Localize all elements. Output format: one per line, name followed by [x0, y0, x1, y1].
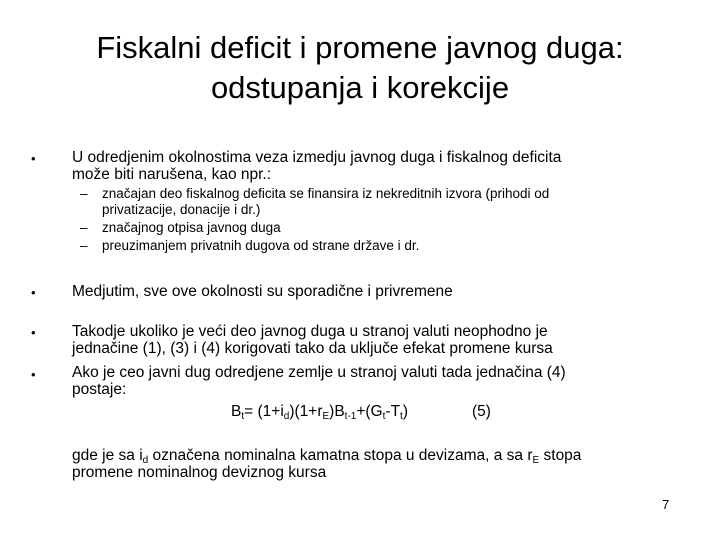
- slide-title-line-1: Fiskalni deficit i promene javnog duga:: [96, 30, 624, 65]
- slide-title-line-2: odstupanja i korekcije: [210, 70, 510, 105]
- bullet-3-line-1: Takodje ukoliko je veći deo javnog duga u stranoj valuti neophodno je: [72, 323, 548, 340]
- bullet-marker: •: [31, 151, 36, 166]
- sub-bullet-1-line-2: privatizacije, donacije i dr.): [102, 201, 261, 217]
- equation-note: [72, 447, 581, 481]
- bullet-marker: •: [31, 367, 36, 382]
- bullet-4-line-1: Ako je ceo javni dug odredjene zemlje u stranoj valuti tada jednačina (4): [72, 364, 566, 381]
- equation-note-line-1: gde je sa $i_d$ označena nominalna kamatna stopa u devizama, a sa $r_E$ stopa: [72, 447, 582, 466]
- page-number: 7: [662, 497, 670, 512]
- bullet-2-text: Medjutim, sve ove okolnosti su sporadične i privremene: [72, 283, 453, 300]
- bullet-1-line-2: može biti narušena, kao npr.:: [72, 166, 272, 183]
- sub-bullet-1-line-1: značajan deo fiskalnog deficita se finansira iz nekreditnih izvora (prihodi od: [102, 186, 550, 201]
- sub-bullet-1-text: [102, 186, 549, 217]
- sub-bullet-marker: –: [80, 186, 88, 201]
- bullet-1-text: [72, 149, 561, 183]
- bullet-4-line-2: postaje:: [72, 381, 127, 398]
- slide-title: [60, 28, 660, 108]
- sub-bullet-2-text: značajnog otpisa javnog duga: [102, 220, 281, 235]
- sub-bullet-marker: –: [80, 238, 88, 253]
- bullet-1-line-1: U odredjenim okolnostima veza izmedju javnog duga i fiskalnog deficita: [72, 149, 562, 166]
- bullet-4-text: [72, 364, 566, 398]
- bullet-3-line-2: jednačine (1), (3) i (4) korigovati tako da uključe efekat promene kursa: [72, 340, 553, 357]
- equation-note-line-2: promene nominalnog deviznog kursa: [72, 464, 327, 481]
- equation-number: (5): [472, 403, 491, 420]
- sub-bullet-marker: –: [80, 220, 88, 235]
- bullet-3-text: [72, 323, 553, 357]
- bullet-marker: •: [31, 325, 36, 340]
- equation-5: $B_t= (1+i_d)(1+r_E)B_{t-1}+(G_t-T_t)$: [231, 403, 408, 422]
- bullet-marker: •: [31, 285, 36, 300]
- sub-bullet-3-text: preuzimanjem privatnih dugova od strane države i dr.: [102, 238, 420, 253]
